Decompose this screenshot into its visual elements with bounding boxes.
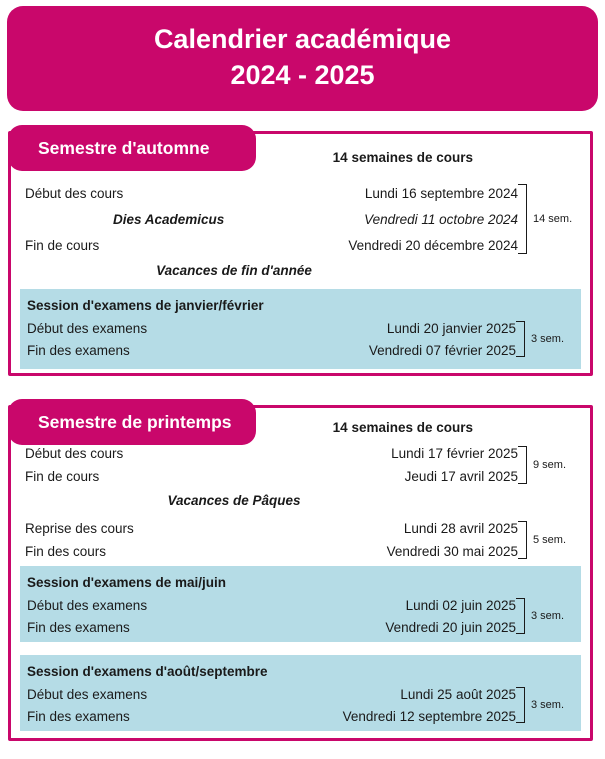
row-label: Fin de cours <box>25 469 100 484</box>
bracket-icon <box>516 598 525 634</box>
spring-weeks-header: 14 semaines de cours <box>332 420 473 435</box>
weeks-count-label: 9 sem. <box>533 459 567 471</box>
weeks-bracket-group <box>518 180 590 258</box>
row-date: Vendredi 12 septembre 2025 <box>342 708 516 724</box>
exam-session-title: Session d'examens de janvier/février <box>27 298 264 313</box>
exam-session-title: Session d'examens de mai/juin <box>27 575 227 590</box>
row-label: Reprise des cours <box>25 521 134 536</box>
table-row <box>11 517 518 540</box>
table-row <box>11 465 518 488</box>
table-row <box>20 317 516 339</box>
bracket-icon <box>518 446 527 484</box>
row-label: Début des examens <box>27 320 148 336</box>
bracket-icon <box>516 687 525 723</box>
row-date: Vendredi 11 octobre 2024 <box>364 211 518 227</box>
row-label: Fin de cours <box>25 237 100 253</box>
row-date: Vendredi 30 mai 2025 <box>386 544 518 559</box>
row-date: Lundi 17 février 2025 <box>391 446 518 461</box>
autumn-weeks-header: 14 semaines de cours <box>332 150 473 165</box>
row-date: Lundi 28 avril 2025 <box>403 521 518 536</box>
calendar-title-line1: Calendrier académique <box>153 24 452 54</box>
row-label: Début des cours <box>25 185 124 201</box>
row-date: Lundi 16 septembre 2024 <box>364 185 518 201</box>
table-row <box>20 705 516 727</box>
bracket-icon <box>518 521 527 559</box>
tab-spring-semester: Semestre de printemps <box>8 399 256 445</box>
row-label: Dies Academicus <box>113 211 225 227</box>
panel-autumn-semester <box>8 131 593 376</box>
row-label: Fin des examens <box>27 619 130 635</box>
weeks-count-label: 14 sem. <box>533 213 573 225</box>
bracket-icon <box>518 184 527 254</box>
row-date: Jeudi 17 avril 2025 <box>404 469 518 484</box>
calendar-title-card <box>7 6 598 111</box>
row-label: Fin des cours <box>25 544 107 559</box>
weeks-bracket-group <box>516 594 581 638</box>
exam-session-box-january-february <box>20 289 581 369</box>
autumn-course-rowgroup <box>11 180 590 258</box>
weeks-bracket-group <box>516 317 581 361</box>
vacation-note: Vacances de Pâques <box>167 493 301 508</box>
row-date: Vendredi 07 février 2025 <box>368 342 516 358</box>
tab-autumn-semester: Semestre d'automne <box>8 125 256 171</box>
exam-session-title: Session d'examens d'août/septembre <box>27 664 268 679</box>
row-date: Lundi 02 juin 2025 <box>405 597 516 613</box>
row-date: Vendredi 20 décembre 2024 <box>348 237 518 253</box>
calendar-title-line2: 2024 - 2025 <box>230 60 375 90</box>
table-row <box>20 339 516 361</box>
weeks-bracket-group <box>518 517 590 563</box>
table-row <box>20 683 516 705</box>
panel-spring-semester <box>8 405 593 741</box>
table-row <box>20 594 516 616</box>
row-date: Lundi 25 août 2025 <box>400 686 516 702</box>
vacation-note: Vacances de fin d'année <box>156 263 312 278</box>
table-row <box>11 232 518 258</box>
weeks-count-label: 3 sem. <box>531 333 565 345</box>
row-label: Fin des examens <box>27 342 130 358</box>
row-label: Début des examens <box>27 686 148 702</box>
table-row <box>11 180 518 206</box>
weeks-count-label: 3 sem. <box>531 610 565 622</box>
table-row <box>11 442 518 465</box>
row-label: Début des cours <box>25 446 124 461</box>
row-date: Lundi 20 janvier 2025 <box>386 320 516 336</box>
row-label: Fin des examens <box>27 708 130 724</box>
spring-course-rowgroup-2 <box>11 517 590 563</box>
spring-course-rowgroup-1 <box>11 442 590 488</box>
weeks-bracket-group <box>518 442 590 488</box>
bracket-icon <box>516 321 525 357</box>
table-row <box>11 540 518 563</box>
exam-session-box-may-june <box>20 566 581 642</box>
weeks-count-label: 3 sem. <box>531 699 565 711</box>
row-date: Vendredi 20 juin 2025 <box>385 619 516 635</box>
table-row <box>11 206 518 232</box>
row-label: Début des examens <box>27 597 148 613</box>
weeks-bracket-group <box>516 683 581 727</box>
table-row <box>20 616 516 638</box>
weeks-count-label: 5 sem. <box>533 534 567 546</box>
exam-session-box-august-september <box>20 655 581 731</box>
